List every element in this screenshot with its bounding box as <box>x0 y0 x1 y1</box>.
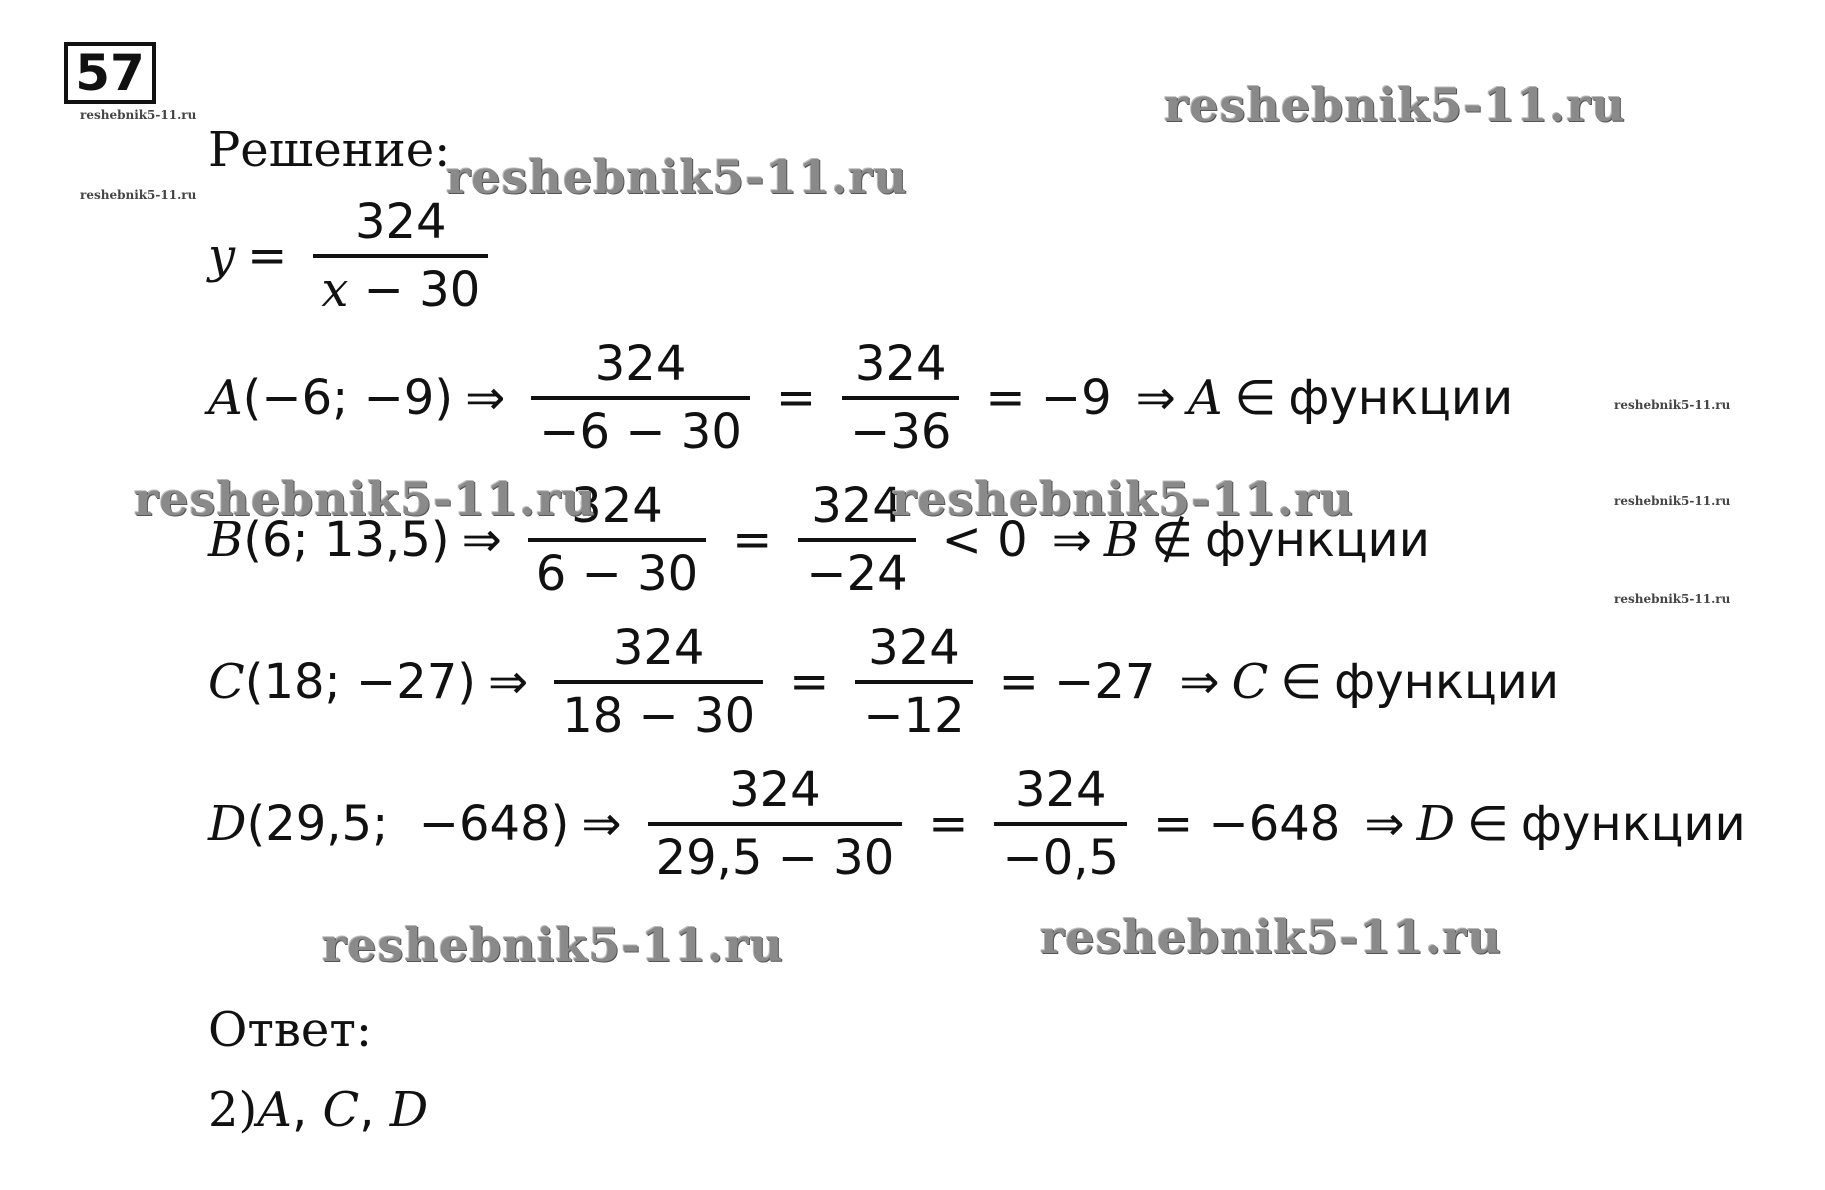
function-word: функции <box>1205 512 1430 568</box>
point-check-d <box>208 764 1746 884</box>
membership-sign: ∈ <box>1467 796 1509 852</box>
fraction-denominator: −12 <box>855 680 972 742</box>
fraction-numerator: 324 <box>354 194 447 250</box>
equals-sign: = <box>247 228 288 284</box>
relation: < 0 <box>941 512 1028 568</box>
fraction-numerator: 324 <box>811 478 903 534</box>
point-name: A <box>1187 370 1223 426</box>
equals-sign: = <box>928 796 969 852</box>
denominator-rest: − 30 <box>348 262 481 318</box>
point-coords: (−6; −9) <box>242 370 454 426</box>
solution-label: Решение: <box>208 122 451 178</box>
point-name: D <box>208 796 247 852</box>
implies-sign: ⇒ <box>1179 654 1220 710</box>
equals-sign: = <box>789 654 830 710</box>
answer-item: C <box>322 1082 360 1138</box>
implies-sign: ⇒ <box>1135 370 1176 426</box>
fraction-denominator: −36 <box>842 396 959 458</box>
implies-sign: ⇒ <box>465 370 506 426</box>
problem-number: 57 <box>64 42 156 104</box>
implies-sign: ⇒ <box>488 654 529 710</box>
point-coords: (6; 13,5) <box>243 512 450 568</box>
watermark-small: reshebnik5-11.ru <box>1614 592 1731 606</box>
point-name: D <box>1416 796 1456 852</box>
function-word: функции <box>1334 654 1560 710</box>
relation: = −648 <box>1153 796 1341 852</box>
answer-prefix: 2) <box>208 1082 258 1138</box>
point-check-a <box>208 338 1513 458</box>
answer-item: D <box>389 1082 429 1138</box>
membership-sign: ∈ <box>1280 654 1323 710</box>
fraction-denominator <box>313 254 488 316</box>
answer-value <box>208 1082 428 1138</box>
fraction-denominator: −24 <box>798 538 915 600</box>
relation: = −9 <box>985 370 1112 426</box>
function-lhs: y <box>208 228 236 284</box>
point-check-c <box>208 622 1559 742</box>
fraction-denominator: −0,5 <box>994 822 1127 884</box>
fraction-2 <box>842 338 959 458</box>
implies-sign: ⇒ <box>1051 512 1092 568</box>
point-coords: (29,5; −648) <box>246 796 570 852</box>
fraction-numerator: 324 <box>612 620 705 676</box>
watermark-small: reshebnik5-11.ru <box>1614 398 1731 412</box>
answer-item: A <box>257 1082 292 1138</box>
watermark: reshebnik5-11.ru <box>134 472 596 526</box>
answer-separator: , <box>291 1082 323 1138</box>
function-word: функции <box>1288 370 1514 426</box>
equals-sign: = <box>775 370 817 426</box>
function-definition <box>208 196 502 316</box>
implies-sign: ⇒ <box>1364 796 1405 852</box>
function-word: функции <box>1520 796 1746 852</box>
fraction-1 <box>648 764 903 884</box>
fraction-numerator: 324 <box>594 336 687 392</box>
watermark: reshebnik5-11.ru <box>1164 78 1626 132</box>
fraction-numerator: 324 <box>1014 762 1107 818</box>
point-name: B <box>208 512 244 568</box>
fraction-2 <box>994 764 1127 884</box>
fraction-numerator: 324 <box>571 478 663 534</box>
fraction-denominator: −6 − 30 <box>531 396 750 458</box>
fraction-numerator: 324 <box>854 336 947 392</box>
equals-sign: = <box>732 512 773 568</box>
point-name: B <box>1103 512 1140 568</box>
point-name: C <box>1231 654 1269 710</box>
fraction-denominator: 29,5 − 30 <box>648 822 903 884</box>
function-fraction <box>313 196 488 316</box>
watermark: reshebnik5-11.ru <box>322 918 784 972</box>
fraction-denominator: 6 − 30 <box>528 538 706 600</box>
point-name: C <box>208 654 245 710</box>
fraction-denominator: 18 − 30 <box>554 680 763 742</box>
watermark: reshebnik5-11.ru <box>446 150 908 204</box>
fraction-numerator: 324 <box>868 620 960 676</box>
watermark-small: reshebnik5-11.ru <box>80 108 197 122</box>
implies-sign: ⇒ <box>461 512 502 568</box>
watermark: reshebnik5-11.ru <box>1040 910 1502 964</box>
denominator-variable: x <box>321 262 349 318</box>
fraction-1 <box>531 338 750 458</box>
membership-sign: ∉ <box>1151 512 1193 568</box>
answer-separator: , <box>359 1082 390 1138</box>
fraction-2 <box>855 622 972 742</box>
implies-sign: ⇒ <box>581 796 622 852</box>
point-coords: (18; −27) <box>244 654 476 710</box>
membership-sign: ∈ <box>1234 370 1277 426</box>
fraction-1 <box>554 622 763 742</box>
watermark-small: reshebnik5-11.ru <box>1614 494 1731 508</box>
answer-label: Ответ: <box>208 1002 373 1058</box>
watermark: reshebnik5-11.ru <box>892 472 1354 526</box>
fraction-numerator: 324 <box>729 762 821 818</box>
point-name: A <box>208 370 243 426</box>
relation: = −27 <box>998 654 1156 710</box>
watermark-small: reshebnik5-11.ru <box>80 188 197 202</box>
